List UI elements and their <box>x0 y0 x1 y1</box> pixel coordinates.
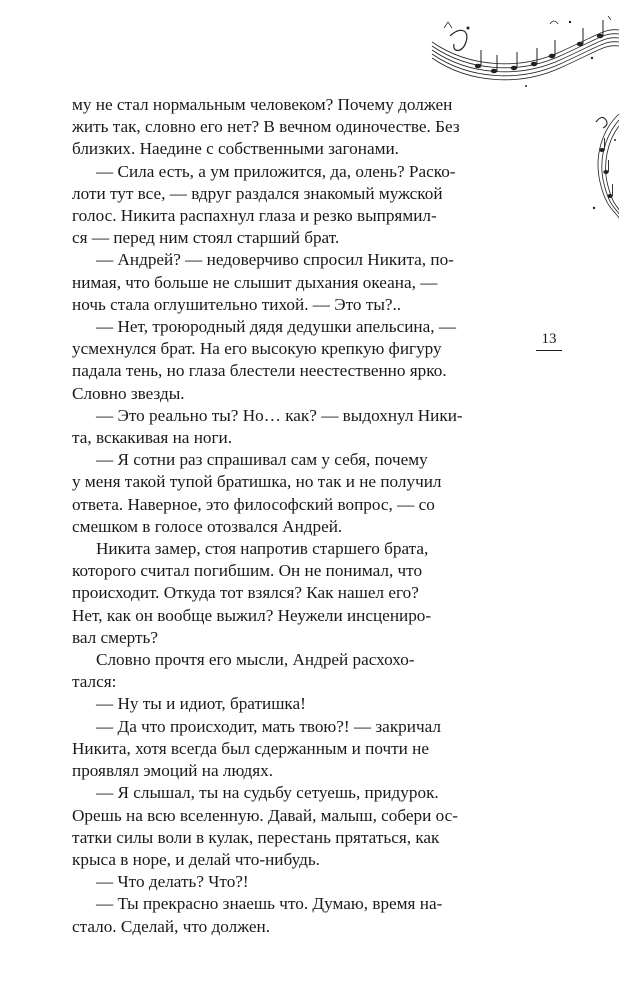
text-line: — Да что происходит, мать твою?! — закричал <box>96 716 441 736</box>
text-line: татки силы воли в кулак, перестань прятаться, как <box>72 827 440 847</box>
text-line: — Андрей? — недоверчиво спросил Никита, по- <box>96 250 454 270</box>
music-staff-side-ornament-icon <box>588 110 619 220</box>
text-line: Нет, как он вообще выжил? Неужели инсцениро- <box>72 605 432 625</box>
text-line: Никита замер, стоя напротив старшего брата, <box>96 539 429 559</box>
text-line: проявлял эмоций на людях. <box>72 761 274 781</box>
text-line: голос. Никита распахнул глаза и резко выпрямил- <box>72 206 437 226</box>
page-number-container <box>536 330 562 351</box>
text-line: — Это реально ты? Но… как? — выдохнул Ники- <box>96 405 463 425</box>
text-line: Словно прочтя его мысли, Андрей расхохо- <box>96 650 415 670</box>
text-line: — Ну ты и идиот, братишка! <box>96 694 306 714</box>
text-line: та, вскакивая на ноги. <box>72 428 233 448</box>
text-line: — Сила есть, а ум приложится, да, олень? Раско- <box>96 161 456 181</box>
text-line: нимая, что больше не слышит дыхания океана, — <box>72 272 438 292</box>
text-line: Словно звезды. <box>72 383 185 403</box>
text-line: близких. Наедине с собственными загонами. <box>72 139 399 159</box>
text-line: Орешь на всю вселенную. Давай, малыш, собери ос- <box>72 805 459 825</box>
text-line: — Я слышал, ты на судьбу сетуешь, придурок. <box>96 783 439 803</box>
text-line: — Я сотни раз спрашивал сам у себя, почему <box>96 450 428 470</box>
text-line: Никита, хотя всегда был сдержанным и почти не <box>72 738 429 758</box>
text-line: смешком в голосе отозвался Андрей. <box>72 516 343 536</box>
text-line: ответа. Наверное, это философский вопрос, — со <box>72 494 435 514</box>
text-line: ся — перед ним стоял старший брат. <box>72 228 340 248</box>
text-line: — Что делать? Что?! <box>96 872 249 892</box>
text-line: — Нет, троюродный дядя дедушки апельсина, — <box>96 317 457 337</box>
text-line: лоти тут все, — вдруг раздался знакомый мужской <box>72 183 443 203</box>
text-line: тался: <box>72 672 117 692</box>
text-line: вал смерть? <box>72 627 159 647</box>
text-line: падала тень, но глаза блестели неестественно ярко. <box>72 361 447 381</box>
text-line: которого считал погибшим. Он не понимал, что <box>72 561 423 581</box>
text-line: стало. Сделай, что должен. <box>72 916 271 936</box>
text-line: — Ты прекрасно знаешь что. Думаю, время на- <box>96 894 443 914</box>
text-line: му не стал нормальным человеком? Почему должен <box>72 95 453 114</box>
page-number: 13 <box>536 330 562 351</box>
music-staff-ornament-icon <box>430 8 619 98</box>
text-line: жить так, словно его нет? В вечном одиночестве. Без <box>72 117 460 137</box>
text-line: усмехнулся брат. На его высокую крепкую фигуру <box>72 339 442 359</box>
text-line: ночь стала оглушительно тихой. — Это ты?.. <box>72 294 402 314</box>
text-line: у меня такой тупой братишка, но так и не получил <box>72 472 442 492</box>
text-line: происходит. Откуда тот взялся? Как нашел его? <box>72 583 419 603</box>
body-text <box>72 94 500 938</box>
text-line: крыса в норе, и делай что-нибудь. <box>72 849 320 869</box>
